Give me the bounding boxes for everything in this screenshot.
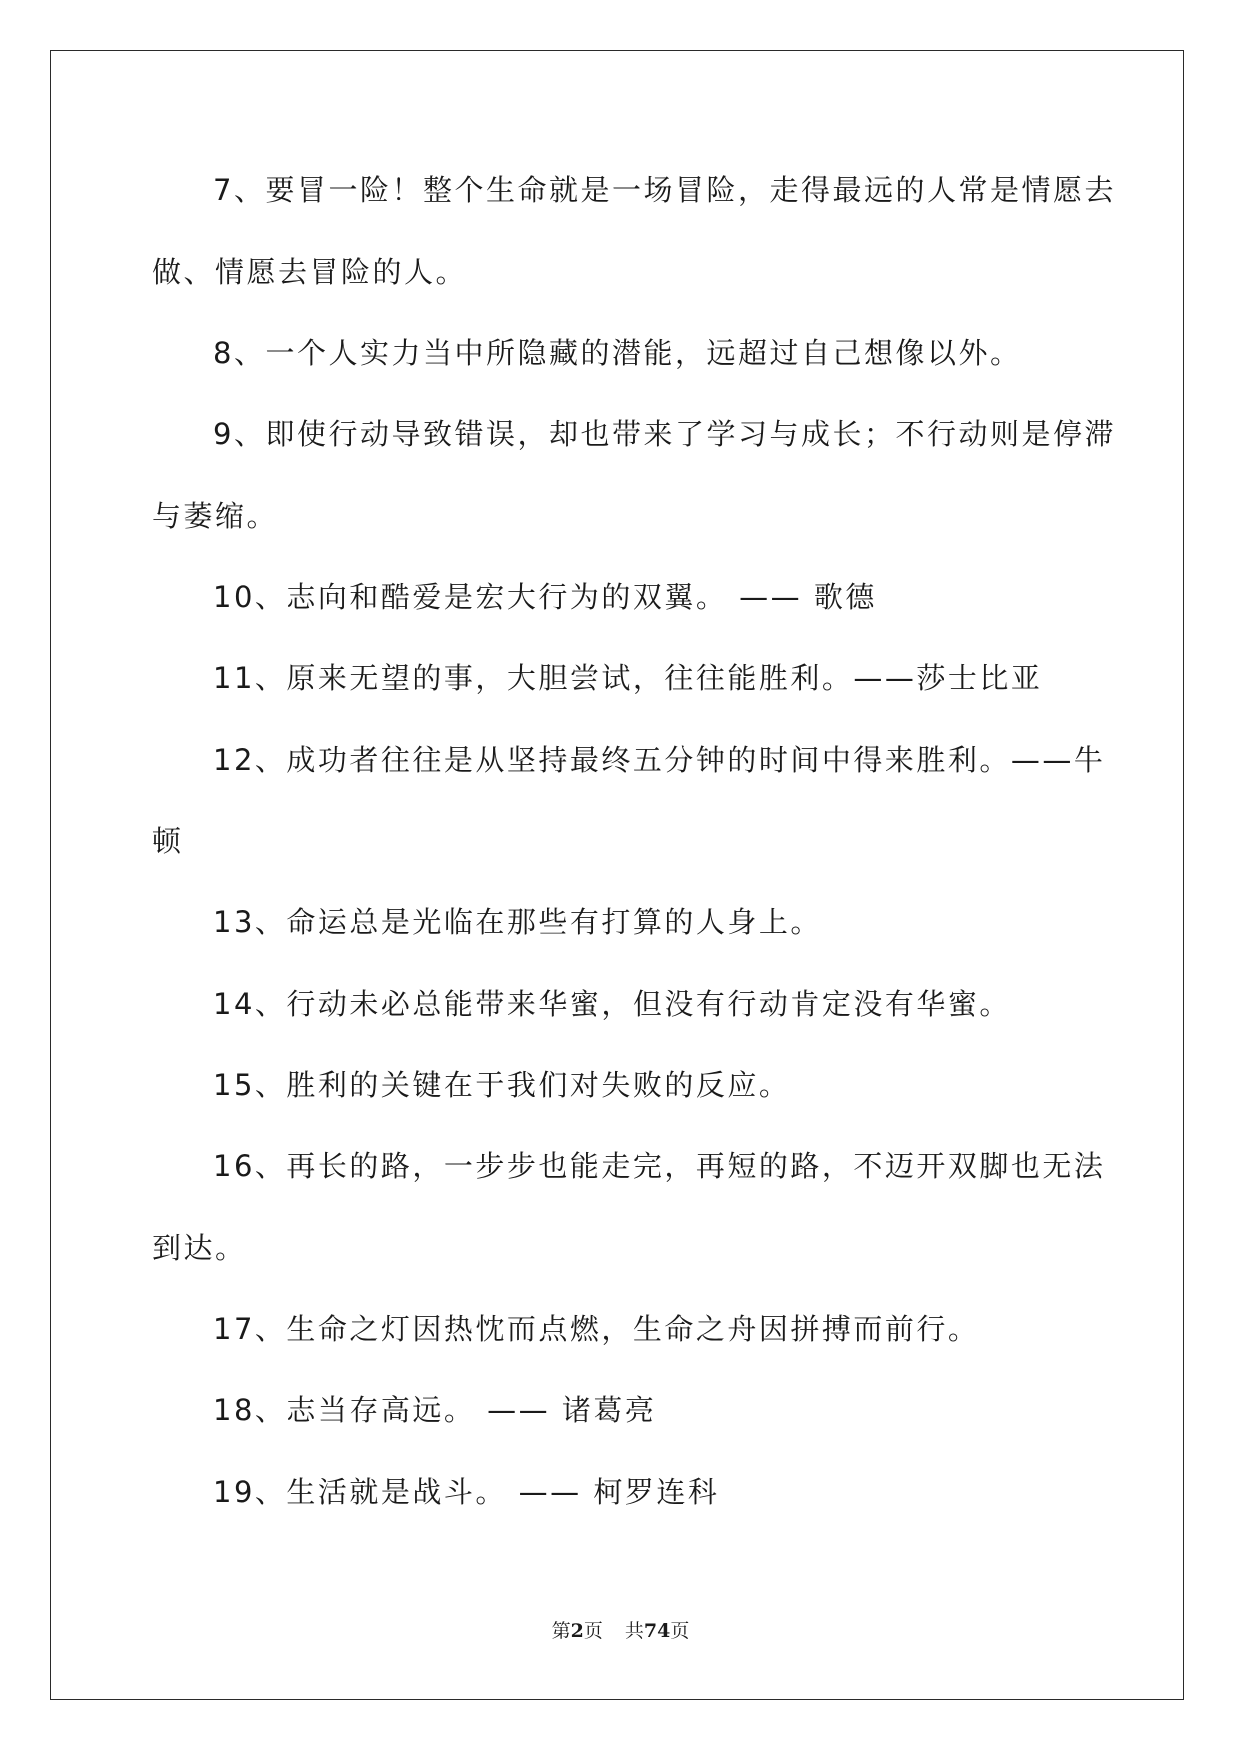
paragraph-12-line-2: 顿 (152, 824, 184, 858)
total-page-count: 74 (643, 1620, 671, 1642)
paragraph-7-line-2: 做、情愿去冒险的人。 (152, 255, 468, 289)
paragraph-8-line-1: 8、一个人实力当中所隐藏的潜能，远超过自己想像以外。 (213, 336, 1022, 370)
current-page-number: 2 (570, 1620, 584, 1642)
paragraph-15-line-1: 15、胜利的关键在于我们对失败的反应。 (213, 1068, 791, 1102)
page-border (50, 50, 1184, 1700)
paragraph-19-line-1: 19、生活就是战斗。 —— 柯罗连科 (213, 1475, 720, 1509)
page-footer (0, 1619, 1241, 1643)
paragraph-12-line-1: 12、成功者往往是从坚持最终五分钟的时间中得来胜利。——牛 (213, 743, 1106, 777)
paragraph-16-line-2: 到达。 (152, 1231, 247, 1265)
page-prefix: 第 (551, 1620, 571, 1642)
paragraph-11-line-1: 11、原来无望的事，大胆尝试，往往能胜利。——莎士比亚 (213, 661, 1043, 695)
page-suffix: 页 (583, 1620, 603, 1642)
paragraph-7-line-1: 7、要冒一险！整个生命就是一场冒险，走得最远的人常是情愿去 (213, 173, 1116, 207)
paragraph-9-line-2: 与萎缩。 (152, 499, 279, 533)
total-suffix: 页 (670, 1620, 690, 1642)
paragraph-9-line-1: 9、即使行动导致错误，却也带来了学习与成长；不行动则是停滞 (213, 417, 1116, 451)
total-prefix: 共 (624, 1620, 644, 1642)
paragraph-16-line-1: 16、再长的路，一步步也能走完，再短的路，不迈开双脚也无法 (213, 1149, 1106, 1183)
paragraph-10-line-1: 10、志向和酷爱是宏大行为的双翼。 —— 歌德 (213, 580, 877, 614)
paragraph-18-line-1: 18、志当存高远。 —— 诸葛亮 (213, 1393, 657, 1427)
paragraph-14-line-1: 14、行动未必总能带来华蜜，但没有行动肯定没有华蜜。 (213, 987, 1011, 1021)
paragraph-13-line-1: 13、命运总是光临在那些有打算的人身上。 (213, 905, 822, 939)
paragraph-17-line-1: 17、生命之灯因热忱而点燃，生命之舟因拼搏而前行。 (213, 1312, 980, 1346)
